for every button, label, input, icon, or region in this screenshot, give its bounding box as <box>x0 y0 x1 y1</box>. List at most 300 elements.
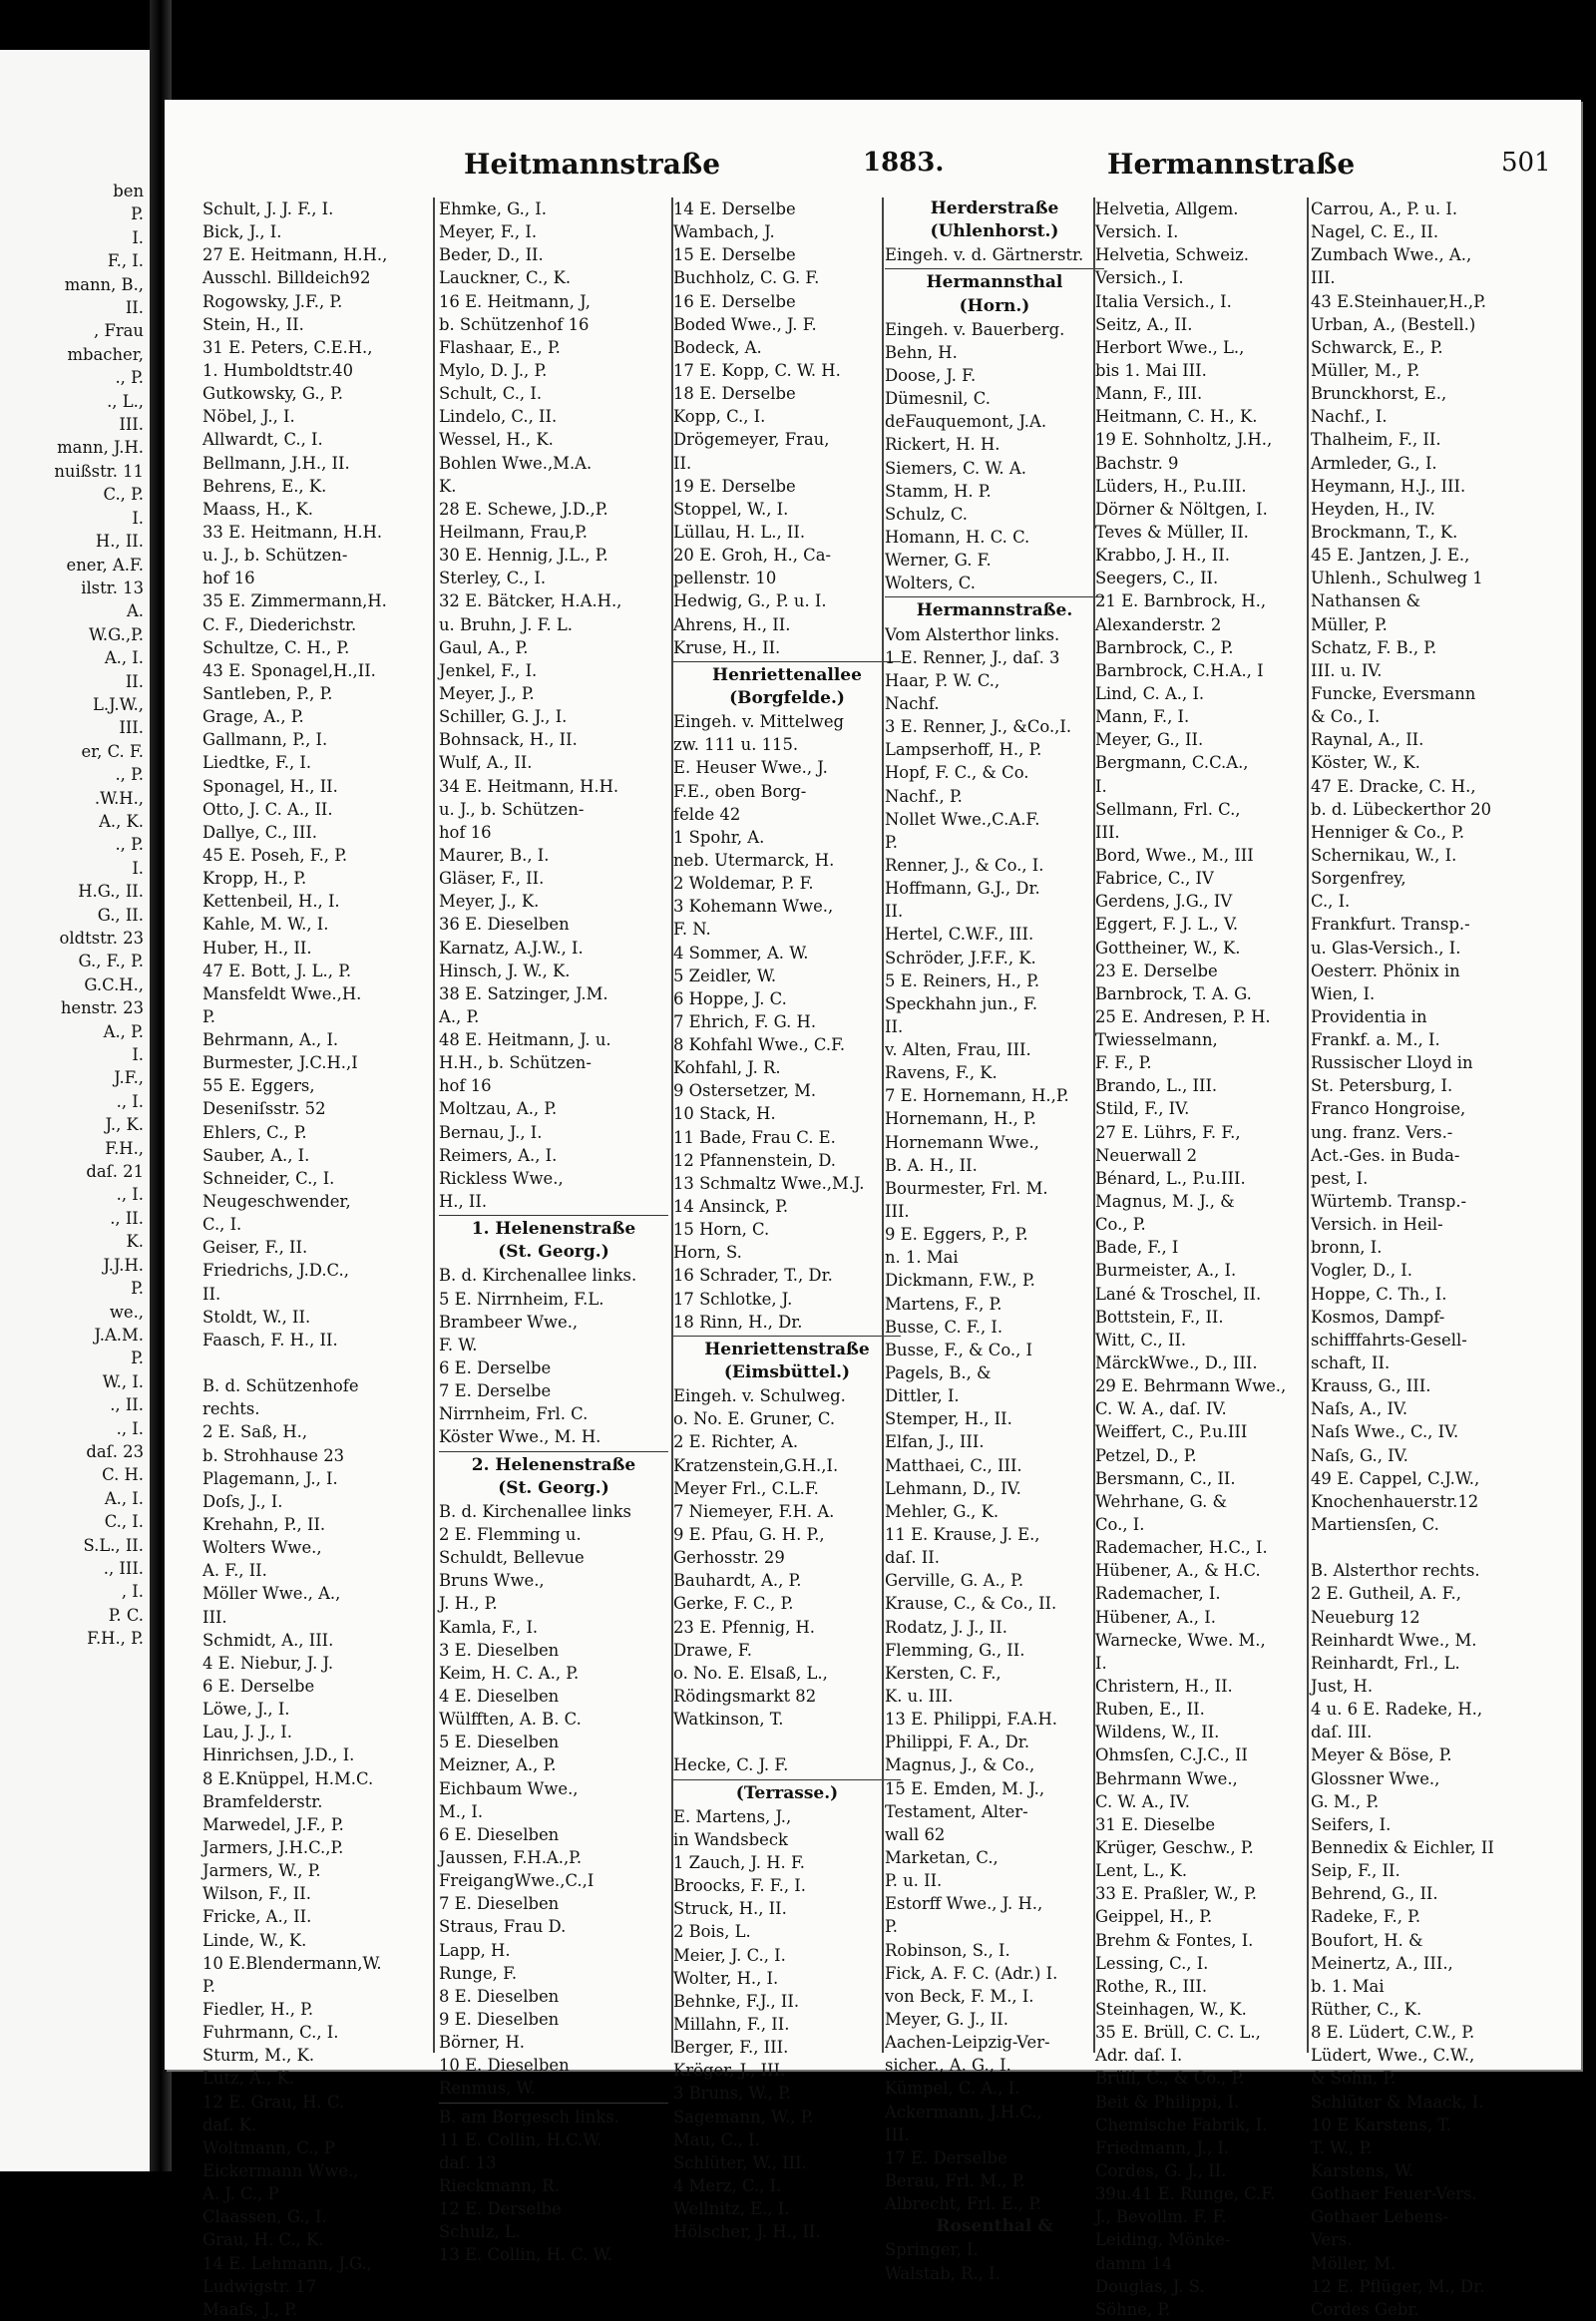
directory-entry: Kümpel, C. A., I. <box>885 2079 1020 2099</box>
directory-entry: Köster, W., K. <box>1311 753 1420 773</box>
directory-entry: 16 E. Heitmann, J, <box>439 291 591 311</box>
facing-page-entry: S.L., II. <box>83 1535 144 1555</box>
directory-entry: Brockmann, T., K. <box>1311 522 1458 542</box>
directory-entry: Müller, P. <box>1311 614 1388 634</box>
facing-page-entry: P. C. <box>108 1605 144 1625</box>
facing-page-entry: J.A.M. <box>94 1325 144 1345</box>
directory-entry: Wehrhane, G. & <box>1095 1491 1228 1511</box>
directory-entry: 8 E.Knüppel, H.M.C. <box>202 1768 374 1788</box>
directory-entry: Wülfften, A. B. C. <box>439 1710 582 1730</box>
directory-entry: 17 E. Derselbe <box>885 2147 1007 2167</box>
facing-page-entry: III. <box>119 415 144 435</box>
directory-entry: 47 E. Bott, J. L., P. <box>202 961 352 980</box>
facing-page-entry: ., II. <box>110 1208 144 1228</box>
directory-entry: Burmeister, A., I. <box>1095 1261 1237 1281</box>
directory-entry: Rademacher, I. <box>1095 1584 1221 1604</box>
directory-entry: B. A. H., II. <box>885 1155 978 1175</box>
directory-entry: 2 Bois, L. <box>673 1922 751 1942</box>
directory-entry: Börner, H. <box>439 2033 525 2053</box>
directory-entry: 4 Sommer, A. W. <box>673 943 809 963</box>
directory-entry: Adr. daſ. I. <box>1095 2046 1183 2066</box>
directory-entry: 49 E. Cappel, C.J.W., <box>1311 1468 1480 1488</box>
directory-entry: Siemers, C. W. A. <box>885 458 1026 478</box>
directory-entry: daſ. III. <box>1311 1723 1373 1742</box>
directory-entry: in Wandsbeck <box>673 1829 788 1849</box>
directory-entry: B. Alsterthor rechts. <box>1311 1561 1480 1581</box>
directory-entry: Bergmann, C.C.A., <box>1095 753 1249 773</box>
directory-entry: Pagels, B., & <box>885 1363 992 1383</box>
directory-entry: Renner, J., & Co., I. <box>885 855 1044 875</box>
directory-entry: Schultze, C. H., P. <box>202 637 350 657</box>
directory-entry: daſ. II. <box>885 1548 940 1568</box>
directory-entry: Kamla, F., I. <box>439 1617 539 1637</box>
directory-entry: Schulz, L. <box>439 2222 521 2242</box>
directory-entry: Wildens, W., II. <box>1095 1723 1220 1742</box>
directory-column-1 <box>202 197 427 2319</box>
facing-page-entry: ., II. <box>110 1395 144 1415</box>
directory-entry: Franco Hongroise, <box>1311 1099 1466 1119</box>
directory-entry: Köster Wwe., M. H. <box>439 1427 601 1447</box>
directory-entry: Testament, Alter- <box>885 1801 1028 1821</box>
section-divider <box>673 661 901 662</box>
directory-entry: 6 E. Dieselben <box>439 1824 560 1844</box>
directory-entry: Runge, F. <box>439 1963 518 1983</box>
directory-entry: schifffahrts-Gesell- <box>1311 1330 1467 1350</box>
directory-entry: Italia Versich., I. <box>1095 291 1232 311</box>
directory-entry: Krüger, Geschw., P. <box>1095 1837 1254 1857</box>
directory-entry: Lent, L., K. <box>1095 1861 1188 1881</box>
directory-entry: Philippi, F. A., Dr. <box>885 1733 1030 1752</box>
section-divider <box>885 596 1104 597</box>
directory-entry: 13 E. Philippi, F.A.H. <box>885 1710 1057 1730</box>
directory-entry: Möller Wwe., A., <box>202 1584 341 1604</box>
directory-entry: III. <box>1311 268 1336 288</box>
directory-entry: Teves & Müller, II. <box>1095 522 1249 542</box>
directory-entry: 32 E. Bätcker, H.A.H., <box>439 591 622 611</box>
directory-entry: pellenstr. 10 <box>673 569 777 588</box>
directory-entry: Broocks, F. F., I. <box>673 1876 806 1896</box>
directory-entry: Schult, J. J. F., I. <box>202 199 334 218</box>
directory-entry: Dallye, C., III. <box>202 822 317 842</box>
directory-entry: Beit & Philippi, I. <box>1095 2092 1240 2112</box>
facing-page-entry: II. <box>125 671 144 691</box>
directory-entry: b. d. Lübeckerthor 20 <box>1311 799 1492 819</box>
directory-entry: Faasch, F. H., II. <box>202 1330 338 1350</box>
directory-entry: Liedtke, F., I. <box>202 753 312 773</box>
directory-entry: Lauckner, C., K. <box>439 268 572 288</box>
directory-entry: H.H., b. Schützen- <box>439 1053 592 1073</box>
directory-entry: Löwe, J., I. <box>202 1700 290 1720</box>
directory-entry: Straus, Frau D. <box>439 1917 567 1937</box>
directory-entry: Krabbo, J. H., II. <box>1095 546 1230 566</box>
facing-page-entry: ener, A.F. <box>66 555 144 575</box>
directory-entry: Dickmann, F.W., P. <box>885 1271 1035 1291</box>
directory-entry: Carrou, A., P. u. I. <box>1311 199 1458 218</box>
directory-entry: Nirrnheim, Frl. C. <box>439 1404 589 1424</box>
directory-entry: Ackermann, J.H.C., <box>885 2102 1042 2122</box>
directory-entry: Alexanderstr. 2 <box>1095 614 1222 634</box>
directory-entry: 19 E. Derselbe <box>673 476 796 496</box>
directory-entry: Struck, H., II. <box>673 1899 787 1919</box>
directory-entry: Robinson, S., I. <box>885 1940 1010 1960</box>
directory-entry: 25 E. Andresen, P. H. <box>1095 1006 1271 1026</box>
directory-entry: Sturm, M., K. <box>202 2046 315 2066</box>
directory-entry: III. <box>202 1607 227 1627</box>
facing-page-entry: L.J.W., <box>92 694 144 714</box>
directory-entry: Meyer, J., K. <box>439 892 540 912</box>
facing-page-entry: A., I. <box>104 1488 144 1508</box>
directory-entry: Lüders, H., P.u.III. <box>1095 476 1247 496</box>
directory-entry: Armleder, G., I. <box>1311 453 1437 473</box>
directory-entry: 18 E. Derselbe <box>673 384 796 404</box>
directory-entry: Hertel, C.W.F., III. <box>885 925 1034 945</box>
directory-entry: Krauss, G., III. <box>1311 1376 1431 1396</box>
directory-entry: Neuerwall 2 <box>1095 1145 1198 1165</box>
directory-entry: Meizner, A., P. <box>439 1755 557 1775</box>
directory-entry: Kahle, M. W., I. <box>202 915 329 935</box>
directory-entry: Martens, F., P. <box>885 1294 1002 1314</box>
directory-entry: 4 E. Dieselben <box>439 1687 560 1706</box>
section-divider <box>673 1779 901 1780</box>
facing-page-entry: , I. <box>121 1582 144 1602</box>
facing-page-entry: G., F., P. <box>78 952 144 971</box>
directory-entry: Raynal, A., II. <box>1311 730 1424 750</box>
directory-entry: Bersmann, C., II. <box>1095 1468 1236 1488</box>
directory-entry: Boufort, H. & <box>1311 1930 1423 1950</box>
directory-entry: A., P. <box>439 1006 480 1026</box>
section-divider <box>439 1215 668 1216</box>
street-heading: Henriettenstraße <box>704 1339 870 1359</box>
directory-entry: 2 E. Saß, H., <box>202 1422 308 1442</box>
directory-entry: 11 E. Collin, H.C.W. <box>439 2129 602 2149</box>
directory-entry: Schlüter & Maack, I. <box>1311 2092 1484 2112</box>
directory-entry: Sterley, C., I. <box>439 569 547 588</box>
directory-entry: Lindelo, C., II. <box>439 407 558 427</box>
directory-entry: Wien, I. <box>1311 983 1376 1003</box>
directory-entry: 17 E. Kopp, C. W. H. <box>673 360 841 380</box>
directory-entry: B. d. Kirchenallee links. <box>439 1266 637 1286</box>
directory-entry: Naſs Wwe., C., IV. <box>1311 1422 1459 1442</box>
directory-entry: Rüther, C., K. <box>1311 1999 1422 2019</box>
directory-entry: E. Martens, J., <box>673 1806 792 1826</box>
directory-entry: MärckWwe., D., III. <box>1095 1354 1258 1373</box>
facing-page-entry: F., I. <box>107 251 144 271</box>
directory-entry: & Sohn, P. <box>1311 2069 1396 2089</box>
directory-entry: Vom Alsterthor links. <box>885 624 1060 644</box>
facing-page-entry: K. <box>126 1232 144 1252</box>
directory-entry: Fricke, A., II. <box>202 1907 312 1927</box>
street-heading: (Terrasse.) <box>735 1782 839 1803</box>
directory-entry: Martiensſen, C. <box>1311 1515 1439 1535</box>
directory-entry: Frankfurt. Transp.- <box>1311 915 1470 935</box>
directory-entry: hof 16 <box>202 569 255 588</box>
directory-entry: Maass, H., K. <box>202 499 313 519</box>
facing-page-entry: ., I. <box>116 1091 144 1111</box>
directory-entry: Knochenhauerstr.12 <box>1311 1491 1479 1511</box>
directory-entry: Maurer, B., I. <box>439 845 550 865</box>
directory-entry: Versich. I. <box>1095 222 1179 242</box>
directory-entry: Christern, H., II. <box>1095 1677 1233 1696</box>
directory-entry: Brambeer Wwe., <box>439 1312 579 1332</box>
directory-entry: b. Strohhause 23 <box>202 1445 345 1465</box>
directory-entry: Lapp, H. <box>439 1940 511 1960</box>
directory-entry: Gaul, A., P. <box>439 637 529 657</box>
directory-entry: Bruns Wwe., <box>439 1571 545 1591</box>
directory-entry: Flashaar, E., P. <box>439 337 561 357</box>
directory-entry: Rothe, R., III. <box>1095 1976 1208 1996</box>
directory-entry: Rieckmann, R. <box>439 2175 560 2195</box>
facing-page-entry: ., L., <box>107 391 144 411</box>
directory-entry: 4 Merz, C., I. <box>673 2175 782 2195</box>
right-street-heading: Hermannstraße <box>1107 148 1356 181</box>
facing-page-entry: , Frau <box>94 321 144 341</box>
directory-entry: Homann, H. C. C. <box>885 527 1030 547</box>
directory-entry: Behrend, G., II. <box>1311 1884 1438 1904</box>
directory-entry: Reinhardt Wwe., M. <box>1311 1630 1477 1650</box>
directory-entry: Lüllau, H. L., II. <box>673 522 806 542</box>
directory-entry: 33 E. Praßler, W., P. <box>1095 1884 1257 1904</box>
directory-entry: Eingeh. v. d. Gärtnerstr. <box>885 245 1084 265</box>
directory-entry: Stamm, H. P. <box>885 481 992 501</box>
directory-entry: Kropp, H., P. <box>202 869 307 889</box>
column-rule <box>882 197 884 2053</box>
directory-entry: Jenkel, F., I. <box>439 660 538 680</box>
directory-entry: Brunckhorst, E., <box>1311 384 1447 404</box>
directory-entry: Rogowsky, J.F., P. <box>202 291 343 311</box>
directory-entry: III. <box>1095 822 1120 842</box>
facing-page-entry: I. <box>132 508 144 528</box>
directory-entry: B. d. Kirchenallee links <box>439 1501 631 1521</box>
directory-entry: Stemper, H., II. <box>885 1409 1012 1429</box>
directory-entry: 19 E. Sohnholtz, J.H., <box>1095 430 1273 450</box>
facing-page-entry: C., P. <box>103 485 144 505</box>
directory-entry: Meyer, F., I. <box>439 222 538 242</box>
directory-entry: Hornemann Wwe., <box>885 1132 1039 1152</box>
facing-page-entry: ., I. <box>116 1418 144 1438</box>
directory-entry: 14 E. Derselbe <box>673 199 796 218</box>
facing-page-entry: A., P. <box>103 1021 144 1041</box>
facing-page-entry: H.G., II. <box>78 882 144 902</box>
directory-entry: Hölscher, J. H., II. <box>673 2222 821 2242</box>
directory-entry: Barnbrock, C.H.A., I <box>1095 660 1264 680</box>
directory-entry: 4 E. Niebur, J. J. <box>202 1653 334 1673</box>
directory-entry: 5 E. Reiners, H., P. <box>885 970 1040 990</box>
directory-entry: Nachf. <box>885 693 940 713</box>
directory-entry: Rademacher, H.C., I. <box>1095 1538 1268 1558</box>
directory-entry: pest, I. <box>1311 1168 1369 1188</box>
directory-entry: Bellmann, J.H., II. <box>202 453 350 473</box>
directory-entry: 8 E. Lüdert, C.W., P. <box>1311 2023 1475 2043</box>
directory-entry: Ausschl. Billdeich92 <box>202 268 371 288</box>
directory-column-4 <box>885 197 1104 2283</box>
directory-entry: Maaſs, J., P. <box>202 2299 298 2319</box>
directory-entry: Ravens, F., K. <box>885 1063 998 1083</box>
directory-entry: Heilmann, Frau,P. <box>439 522 588 542</box>
directory-entry: Moltzau, A., P. <box>439 1099 558 1119</box>
directory-entry: Twiesselmann, <box>1095 1030 1218 1050</box>
directory-entry: Act.-Ges. in Buda- <box>1311 1145 1460 1165</box>
directory-entry: Karstens, W. <box>1311 2160 1414 2180</box>
directory-entry: 12 E. Grau, H. C. <box>202 2092 345 2112</box>
directory-entry: deFauquemont, J.A. <box>885 412 1047 432</box>
directory-entry: 2 Woldemar, P. F. <box>673 874 814 894</box>
directory-entry: Schiller, G. J., I. <box>439 707 568 727</box>
directory-entry: 1 Zauch, J. H. F. <box>673 1852 805 1872</box>
directory-entry: Wellnitz, E., I. <box>673 2199 790 2219</box>
directory-entry: II. <box>202 1284 221 1304</box>
directory-entry: 16 E. Derselbe <box>673 291 796 311</box>
directory-entry: Just, H. <box>1311 1677 1374 1696</box>
directory-entry: Schernikau, W., I. <box>1311 845 1457 865</box>
directory-entry: Lané & Troschel, II. <box>1095 1284 1262 1304</box>
directory-entry: Marwedel, J.F., P. <box>202 1814 344 1834</box>
directory-entry: Schmidt, A., III. <box>202 1630 334 1650</box>
facing-page-entry: ., III. <box>103 1558 144 1578</box>
directory-entry: F. N. <box>673 920 711 940</box>
directory-entry: Co., I. <box>1095 1515 1145 1535</box>
facing-page-entry: P. <box>131 1349 144 1368</box>
directory-entry: Jarmers, J.H.C.,P. <box>202 1837 344 1857</box>
directory-entry: b. Schützenhof 16 <box>439 314 590 334</box>
directory-entry: Jaussen, F.H.A.,P. <box>439 1847 583 1867</box>
directory-entry: Krehahn, P., II. <box>202 1515 326 1535</box>
directory-entry: 10 E Karstens, T. <box>1311 2115 1451 2134</box>
directory-entry: Gothaer Feuer-Vers. <box>1311 2184 1477 2204</box>
facing-page-entry: I. <box>132 227 144 247</box>
directory-entry: 3 Bruns, W., P. <box>673 2084 791 2104</box>
directory-entry: St. Petersburg, I. <box>1311 1076 1453 1096</box>
directory-entry: 9 E. Pfau, G. H. P., <box>673 1525 825 1545</box>
directory-entry: Hornemann, H., P. <box>885 1109 1036 1129</box>
directory-entry: 3 E. Dieselben <box>439 1640 560 1660</box>
directory-entry: B. d. Schützenhofe <box>202 1376 359 1396</box>
directory-entry: K. u. III. <box>885 1687 954 1706</box>
directory-entry: Bernau, J., I. <box>439 1122 543 1142</box>
facing-page-entry: nuißstr. 11 <box>54 461 144 481</box>
directory-entry: Gerdens, J.G., IV <box>1095 892 1233 912</box>
directory-entry: 31 E. Dieselbe <box>1095 1814 1216 1834</box>
directory-entry: 2 E. Flemming u. <box>439 1525 582 1545</box>
directory-entry: Rödingsmarkt 82 <box>673 1687 817 1706</box>
directory-entry: Matthaei, C., III. <box>885 1455 1022 1475</box>
directory-entry: C. W. A., IV. <box>1095 1791 1190 1811</box>
directory-entry: Woltmann, C., P <box>202 2137 335 2157</box>
facing-page-entry: ilstr. 13 <box>81 578 144 597</box>
directory-entry: Eichbaum Wwe., <box>439 1778 579 1798</box>
directory-column-6 <box>1311 197 1540 2319</box>
directory-entry: Wolters, C. <box>885 574 976 593</box>
directory-entry: 9 Ostersetzer, M. <box>673 1081 817 1101</box>
directory-column-2 <box>439 197 668 2265</box>
directory-entry: J. H., P. <box>439 1594 498 1614</box>
directory-entry: Hopf, F. C., & Co. <box>885 763 1029 783</box>
directory-entry: Naſs, A., IV. <box>1311 1399 1408 1419</box>
directory-entry: Bénard, L., P.u.III. <box>1095 1168 1246 1188</box>
facing-page-entry: oldtstr. 23 <box>59 929 144 948</box>
directory-entry: o. No. E. Elsaß, L., <box>673 1663 828 1683</box>
directory-entry: G. M., P. <box>1311 1791 1380 1811</box>
street-heading: Hermannstraße. <box>916 600 1073 621</box>
directory-entry: Zumbach Wwe., A., <box>1311 245 1472 265</box>
directory-entry: 6 Hoppe, J. C. <box>673 988 787 1008</box>
page-number: 501 <box>1501 148 1551 178</box>
directory-entry: Gothaer Lebens- <box>1311 2207 1448 2227</box>
directory-entry: Kersten, C. F., <box>885 1663 1001 1683</box>
directory-entry: Lau, J. J., I. <box>202 1723 292 1742</box>
directory-entry: 13 E. Collin, H. C. W. <box>439 2245 612 2265</box>
directory-entry: Eingeh. v. Schulweg. <box>673 1386 846 1406</box>
directory-entry: 38 E. Satzinger, J.M. <box>439 983 608 1003</box>
directory-entry: Rickert, H. H. <box>885 435 1000 455</box>
directory-entry: Doose, J. F. <box>885 365 977 385</box>
directory-entry: Magnus, J., & Co., <box>885 1755 1035 1775</box>
directory-entry: 14 Ansinck, P. <box>673 1197 789 1217</box>
facing-page-entry: mann, J.H. <box>57 438 144 458</box>
directory-entry: Geippel, H., P. <box>1095 1907 1213 1927</box>
directory-entry: Dittler, I. <box>885 1386 960 1406</box>
directory-entry: Wulf, A., II. <box>439 753 533 773</box>
directory-entry: Lutz, A., K. <box>202 2069 295 2089</box>
directory-entry: bronn, I. <box>1311 1238 1383 1258</box>
directory-entry: F. W. <box>439 1335 478 1354</box>
facing-page-entry: ., P. <box>115 835 144 855</box>
directory-entry: 7 Ehrich, F. G. H. <box>673 1011 817 1031</box>
directory-entry: II. <box>673 453 692 473</box>
directory-entry: Bauhardt, A., P. <box>673 1571 802 1591</box>
facing-page-entry: A., K. <box>99 811 144 831</box>
directory-entry: Weiffert, C., P.u.III <box>1095 1422 1248 1442</box>
directory-entry: Fuhrmann, C., I. <box>202 2023 339 2043</box>
directory-entry: Bohlen Wwe.,M.A. <box>439 453 593 473</box>
directory-entry: Lessing, C., I. <box>1095 1953 1209 1973</box>
directory-entry: Steinhagen, W., K. <box>1095 1999 1247 2019</box>
directory-entry: Brüll, C., & Co., P. <box>1095 2069 1245 2089</box>
directory-entry: Dümesnil, C. <box>885 389 991 409</box>
section-divider <box>439 1451 668 1452</box>
directory-entry: P. <box>202 1006 215 1026</box>
directory-entry: Thalheim, F., II. <box>1311 430 1441 450</box>
facing-page-entry: ben <box>113 182 144 200</box>
directory-entry: Springer, I. <box>885 2240 979 2260</box>
directory-entry: 4 u. 6 E. Radeke, H., <box>1311 1700 1483 1720</box>
directory-entry: Kohfahl, J. R. <box>673 1058 781 1078</box>
directory-entry: Brando, L., III. <box>1095 1076 1218 1096</box>
directory-entry: 17 Schlotke, J. <box>673 1289 793 1309</box>
directory-entry: Funcke, Eversmann <box>1311 683 1476 703</box>
facing-page <box>0 50 150 2171</box>
directory-entry: Cordes Gebr. <box>1311 2299 1419 2319</box>
directory-entry: Seip, F., II. <box>1311 1861 1400 1881</box>
directory-entry: 2 E. Gutheil, A. F., <box>1311 1584 1461 1604</box>
street-heading: Herderstraße <box>930 198 1059 218</box>
facing-page-entry: C. H. <box>102 1465 144 1485</box>
street-heading: (Borgfelde.) <box>729 687 845 708</box>
directory-entry: Ruben, E., II. <box>1095 1700 1205 1720</box>
facing-page-entry: henstr. 23 <box>60 998 144 1018</box>
street-heading: 2. Helenenstraße <box>471 1454 636 1475</box>
directory-entry: Herbort Wwe., L., <box>1095 337 1245 357</box>
directory-entry: Gerhosstr. 29 <box>673 1548 785 1568</box>
directory-entry: Horn, S. <box>673 1243 742 1263</box>
directory-entry: Versich., I. <box>1095 268 1184 288</box>
directory-entry: Hedwig, G., P. u. I. <box>673 591 827 611</box>
directory-entry: Stoppel, W., I. <box>673 499 789 519</box>
directory-entry: Heymann, H.J., III. <box>1311 476 1466 496</box>
directory-entry: C. W. A., daſ. IV. <box>1095 1399 1227 1419</box>
directory-entry: 7 E. Dieselben <box>439 1894 560 1914</box>
facing-page-entry: er, C. F. <box>81 741 144 761</box>
directory-entry: Söhne, P. <box>1095 2299 1171 2319</box>
